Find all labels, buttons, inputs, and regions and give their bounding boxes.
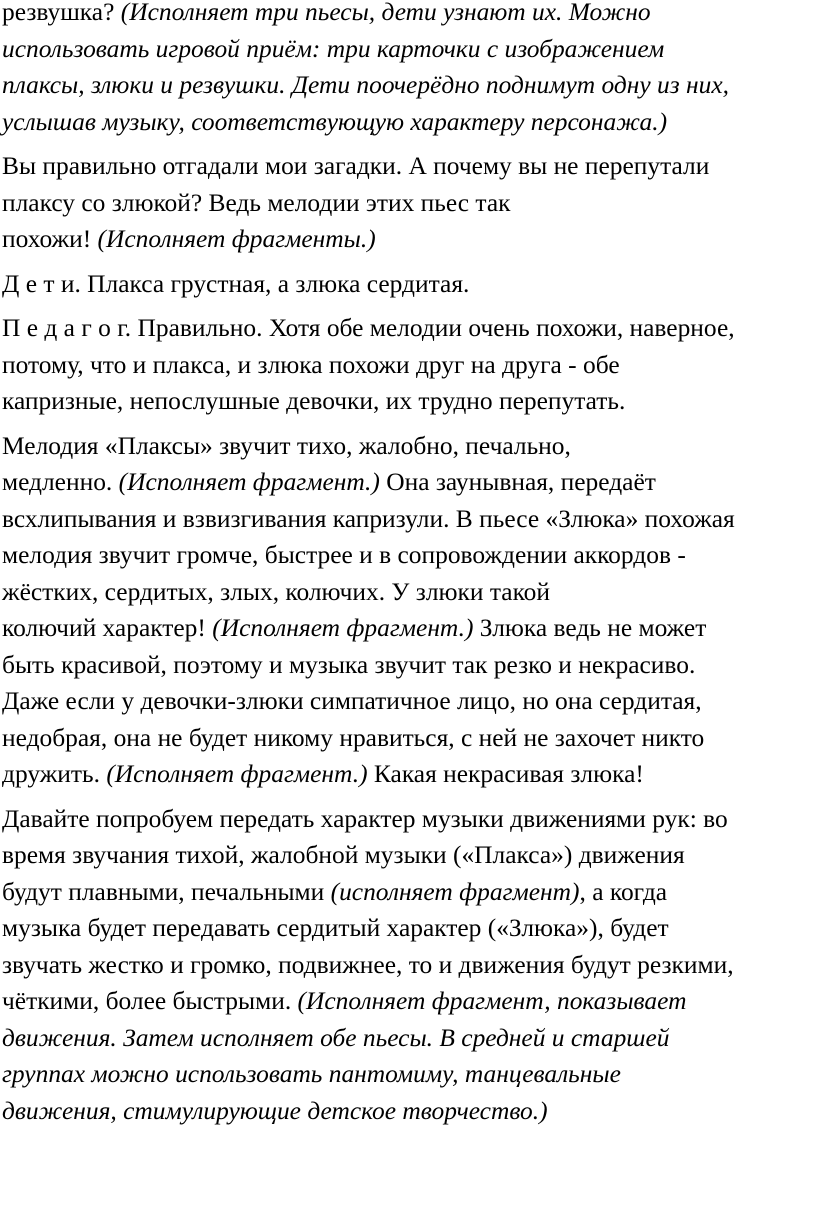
text-segment: , а когда — [579, 876, 668, 906]
stage-direction: движения, стимулирующие детское творчество.) — [2, 1095, 548, 1125]
stage-direction: плаксы, злюки и резвушки. Дети поочерёдно поднимут одну из них, — [2, 70, 729, 99]
text-segment: будут плавными, печальными — [2, 876, 331, 906]
stage-direction: движения. Затем исполняет обе пьесы. В средней и старшей — [2, 1022, 670, 1052]
text-line — [2, 610, 814, 647]
paragraph — [2, 266, 816, 303]
text-line — [2, 310, 814, 347]
document-body — [2, 0, 816, 1129]
stage-direction: (Исполняет фрагмент.) — [106, 759, 368, 788]
stage-direction: услышав музыку, соответствующую характеру персонажа.) — [2, 106, 668, 136]
text-line — [2, 574, 814, 611]
text-line — [2, 31, 814, 68]
text-line — [2, 837, 814, 874]
text-line — [2, 720, 814, 757]
text-segment: похожи! — [2, 224, 98, 253]
text-segment: потому, что и плакса, и злюка похожи друг на друга - обе — [2, 349, 620, 379]
text-line — [2, 874, 814, 911]
paragraph — [2, 801, 816, 1130]
stage-direction: (Исполняет фрагмент, показывает — [297, 986, 687, 1015]
text-segment: Мелодия «Плаксы» звучит тихо, жалобно, печально, — [2, 430, 571, 460]
text-segment: время звучания тихой, жалобной музыки («Плакса») движения — [2, 840, 685, 869]
stage-direction: группах можно использовать пантомиму, танцевальные — [2, 1059, 621, 1088]
text-line — [2, 464, 814, 501]
text-segment: дружить. — [2, 759, 107, 788]
text-segment: жёстких, сердитых, злых, колючих. У злюки такой — [2, 576, 550, 606]
text-segment: чёткими, более быстрыми. — [2, 986, 298, 1015]
text-segment: Злюка ведь не может — [473, 613, 707, 642]
text-line — [2, 0, 814, 31]
paragraph — [2, 148, 816, 258]
text-line — [2, 1056, 814, 1093]
stage-direction: (Исполняет три пьесы, дети узнают их. Можно — [120, 0, 651, 26]
text-line — [2, 1020, 814, 1057]
text-line — [2, 383, 814, 420]
text-segment: недобрая, она не будет никому нравиться, с ней не захочет никто — [2, 722, 705, 752]
paragraph — [2, 428, 816, 793]
text-line — [2, 683, 814, 720]
text-segment: музыка будет передавать сердитый характер («Злюка»), будет — [2, 913, 669, 942]
text-segment: Какая некрасивая злюка! — [367, 759, 644, 788]
text-line — [2, 910, 814, 947]
text-line — [2, 537, 814, 574]
text-segment: звучать жестко и громко, подвижнее, то и движения будут резкими, — [2, 949, 734, 979]
text-segment: Даже если у девочки-злюки симпатичное лицо, но она сердитая, — [2, 686, 702, 715]
text-segment: мелодия звучит громче, быстрее и в сопровождении аккордов - — [2, 540, 686, 569]
text-line — [2, 756, 814, 793]
paragraph — [2, 310, 816, 420]
text-segment: плаксу со злюкой? Ведь мелодии этих пьес так — [2, 187, 511, 217]
text-segment: П е д а г о г — [2, 313, 125, 342]
text-line — [2, 185, 814, 222]
text-line — [2, 266, 814, 303]
text-segment: всхлипывания и взвизгивания капризули. В пьесе «Злюка» похожая — [2, 503, 735, 533]
stage-direction: использовать игровой приём: три карточки с изображением — [2, 33, 665, 63]
text-segment: Она заунывная, передаёт — [379, 467, 656, 496]
text-segment: резвушка? — [2, 0, 121, 26]
text-segment: . Плакса грустная, а злюка сердитая. — [74, 268, 470, 298]
stage-direction: (исполняет фрагмент) — [330, 876, 580, 906]
text-segment: медленно. — [2, 467, 119, 496]
text-segment: быть красивой, поэтому и музыка звучит так резко и некрасиво. — [2, 649, 696, 679]
paragraph — [2, 0, 816, 140]
text-line — [2, 501, 814, 538]
text-segment: Давайте попробуем передать характер музыки движениями рук: во — [2, 803, 728, 833]
text-line — [2, 1093, 814, 1130]
text-line — [2, 983, 814, 1020]
text-line — [2, 647, 814, 684]
text-segment: капризные, непослушные девочки, их трудно перепутать. — [2, 386, 626, 415]
text-line — [2, 347, 814, 384]
stage-direction: (Исполняет фрагмент.) — [212, 613, 474, 642]
text-line — [2, 67, 814, 104]
text-line — [2, 801, 814, 838]
text-segment: колючий характер! — [2, 613, 213, 642]
text-line — [2, 428, 814, 465]
stage-direction: (Исполняет фрагменты.) — [97, 224, 376, 253]
text-line — [2, 104, 814, 141]
text-line — [2, 947, 814, 984]
text-segment: Вы правильно отгадали мои загадки. А почему вы не перепутали — [2, 151, 710, 180]
text-line — [2, 148, 814, 185]
text-line — [2, 221, 814, 258]
text-segment: Д е т и — [2, 268, 75, 298]
stage-direction: (Исполняет фрагмент.) — [118, 467, 380, 496]
text-segment: . Правильно. Хотя обе мелодии очень похожи, наверное, — [124, 313, 735, 342]
